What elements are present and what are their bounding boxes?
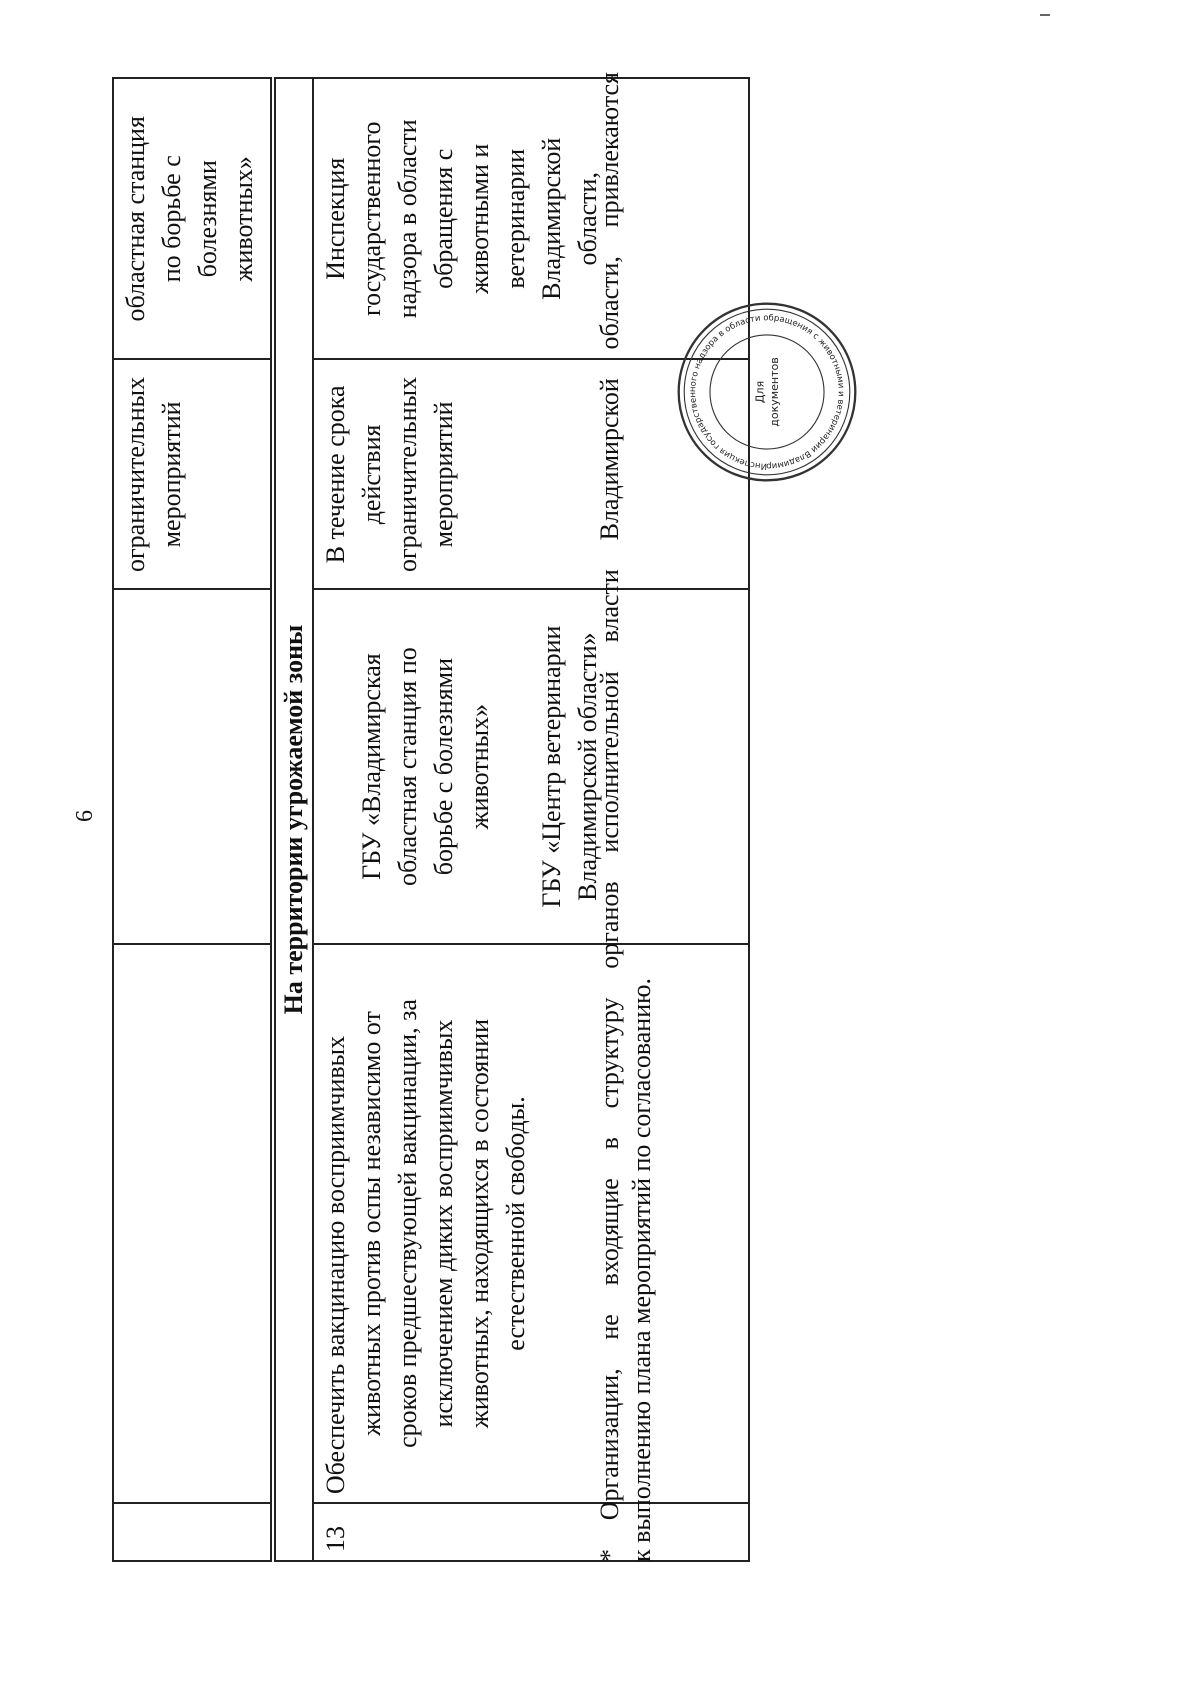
cell-measure — [313, 944, 749, 1503]
measure-line: животных, находящихся в состоянии — [465, 1018, 494, 1429]
control-line: по борьбе с — [157, 155, 186, 283]
control-line: обращения с — [429, 148, 458, 289]
control-line: государственного — [357, 121, 386, 316]
control-line: животными и — [465, 143, 494, 294]
cell-executors — [313, 589, 749, 944]
stamp-center-line-2: документов — [768, 357, 782, 427]
stamp-center-line-1: Для — [753, 380, 767, 404]
executor-line: борьбе с болезнями — [429, 657, 458, 876]
measure-line: животных против оспы независимо от — [357, 1011, 386, 1436]
cell-executors-empty — [113, 589, 273, 944]
control-line: области, — [573, 172, 602, 266]
cell-term-continued — [113, 360, 273, 590]
measure-line: естественной свободы. — [501, 1096, 530, 1351]
control-line: болезнями — [193, 160, 222, 278]
row-number: 13 — [321, 1526, 350, 1552]
footnote-line-1: * Организации, не входящие в структуру органов исполнительной власти Владимирской области, привлекаются — [595, 72, 624, 1562]
executor-line: ГБУ «Владимирская — [357, 653, 386, 880]
term-line: действия — [357, 424, 386, 525]
control-line: ветеринарии — [501, 148, 530, 289]
cell-measure-empty — [113, 944, 273, 1503]
stamp-ring-text: Инспекция государственного надзора в области обращения с животными и ветеринарии Владимир — [687, 312, 847, 472]
term-line: ограничительных — [393, 376, 422, 572]
control-line: Владимирской — [537, 137, 566, 300]
term-line: В течение срока — [321, 385, 350, 564]
table-row-continued — [113, 78, 273, 1561]
control-line: животных» — [229, 156, 258, 282]
measure-line: сроков предшествующей вакцинации, за — [393, 999, 422, 1448]
scan-mark — [1040, 14, 1050, 16]
term-line: мероприятий — [429, 401, 458, 548]
stamp-seal — [675, 300, 859, 484]
control-line: областная станция — [121, 116, 150, 322]
section-row — [273, 78, 313, 1561]
executor-line: животных» — [465, 703, 494, 830]
executor-line: областная станция по — [393, 647, 422, 886]
section-title: На территории угрожаемой зоны — [273, 78, 313, 1561]
measure-line: Обеспечить вакцинацию восприимчивых — [321, 1035, 350, 1495]
measure-line: исключением диких восприимчивых — [429, 1019, 458, 1428]
control-line: надзора в области — [393, 119, 422, 319]
cell-num-empty — [113, 1503, 273, 1561]
executor-line: ГБУ «Центр ветеринарии — [537, 625, 566, 908]
cell-control-continued — [113, 78, 273, 360]
term-line: мероприятий — [157, 401, 186, 548]
cell-row-number — [313, 1503, 749, 1561]
page-number: 6 — [72, 810, 98, 822]
term-line: ограничительных — [121, 376, 150, 572]
footnote — [594, 72, 658, 1562]
official-stamp — [675, 300, 859, 484]
control-line: Инспекция — [321, 157, 350, 280]
footnote-line-2: к выполнению плана мероприятий по согласованию. — [627, 977, 656, 1562]
executor-line: Владимирской области» — [573, 632, 602, 901]
